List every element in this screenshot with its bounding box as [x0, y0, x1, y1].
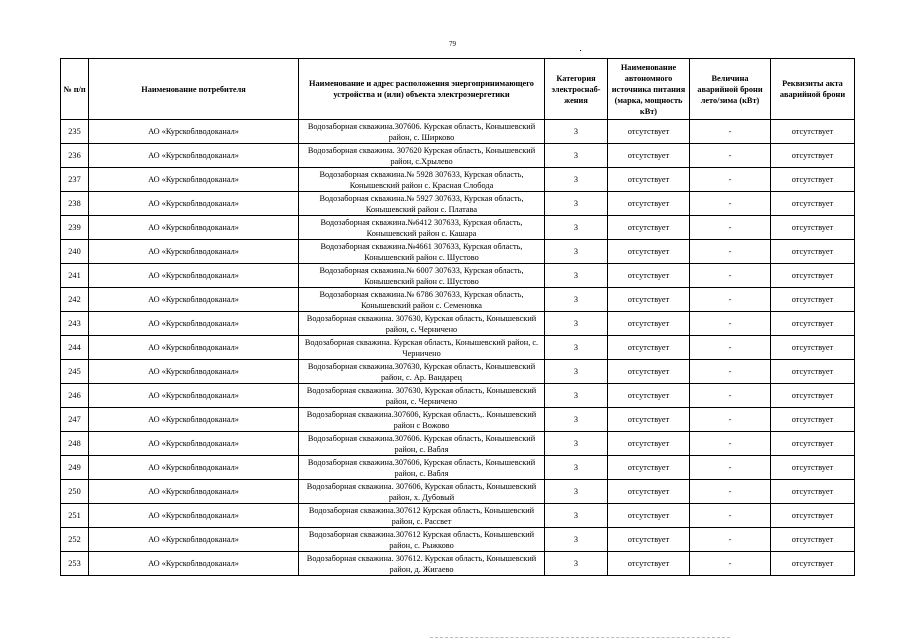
table-header-row	[61, 59, 855, 120]
cell-act: отсутствует	[771, 192, 855, 216]
cell-act: отсутствует	[771, 264, 855, 288]
cell-category: 3	[545, 288, 608, 312]
table-row	[61, 480, 855, 504]
cell-address: Водозаборная скважина.307606. Курская область, Конышевский район, с. Ширково	[299, 120, 545, 144]
cell-address: Водозаборная скважина.№ 5928 307633, Курская область, Конышевский район с. Красная Слобода	[299, 168, 545, 192]
cell-consumer: АО «Курскоблводоканал»	[89, 216, 299, 240]
cell-number: 246	[61, 384, 89, 408]
cell-consumer: АО «Курскоблводоканал»	[89, 552, 299, 576]
cell-category: 3	[545, 312, 608, 336]
cell-number: 241	[61, 264, 89, 288]
table-row	[61, 432, 855, 456]
cell-address: Водозаборная скважина. 307630, Курская область, Конышевский район, с. Черничено	[299, 384, 545, 408]
cell-act: отсутствует	[771, 456, 855, 480]
table-row	[61, 360, 855, 384]
cell-category: 3	[545, 192, 608, 216]
table-row	[61, 264, 855, 288]
cell-number: 253	[61, 552, 89, 576]
cell-category: 3	[545, 552, 608, 576]
cell-number: 248	[61, 432, 89, 456]
cell-category: 3	[545, 144, 608, 168]
cell-number: 247	[61, 408, 89, 432]
cell-address: Водозаборная скважина.307606. Курская область, Конышевский район, с. Вабля	[299, 432, 545, 456]
cell-act: отсутствует	[771, 408, 855, 432]
cell-reserve: -	[690, 168, 771, 192]
cell-category: 3	[545, 384, 608, 408]
scan-edge-line	[430, 637, 730, 638]
cell-category: 3	[545, 240, 608, 264]
cell-category: 3	[545, 408, 608, 432]
cell-category: 3	[545, 120, 608, 144]
cell-power-source: отсутствует	[608, 120, 690, 144]
cell-address: Водозаборная скважина. 307612. Курская область, Конышевский район, д. Жигаево	[299, 552, 545, 576]
cell-consumer: АО «Курскоблводоканал»	[89, 480, 299, 504]
cell-address: Водозаборная скважина.307612 Курская область, Конышевский район, с. Рыжково	[299, 528, 545, 552]
cell-reserve: -	[690, 480, 771, 504]
cell-consumer: АО «Курскоблводоканал»	[89, 504, 299, 528]
table-row	[61, 552, 855, 576]
cell-act: отсутствует	[771, 120, 855, 144]
cell-number: 237	[61, 168, 89, 192]
cell-address: Водозаборная скважина.307612 Курская область, Конышевский район, с. Рассвет	[299, 504, 545, 528]
cell-power-source: отсутствует	[608, 144, 690, 168]
cell-number: 242	[61, 288, 89, 312]
cell-consumer: АО «Курскоблводоканал»	[89, 120, 299, 144]
cell-power-source: отсутствует	[608, 432, 690, 456]
cell-reserve: -	[690, 192, 771, 216]
cell-power-source: отсутствует	[608, 360, 690, 384]
cell-consumer: АО «Курскоблводоканал»	[89, 264, 299, 288]
cell-act: отсутствует	[771, 312, 855, 336]
cell-reserve: -	[690, 216, 771, 240]
cell-address: Водозаборная скважина.№ 6786 307633, Курская область, Конышевский район с. Семеновка	[299, 288, 545, 312]
cell-number: 239	[61, 216, 89, 240]
table-row	[61, 288, 855, 312]
cell-act: отсутствует	[771, 216, 855, 240]
cell-reserve: -	[690, 288, 771, 312]
cell-act: отсутствует	[771, 528, 855, 552]
table-row	[61, 408, 855, 432]
table-row	[61, 528, 855, 552]
scan-speck	[580, 50, 581, 51]
cell-act: отсутствует	[771, 480, 855, 504]
cell-address: Водозаборная скважина.307606, Курская область, Конышевский район, с. Вабля	[299, 456, 545, 480]
cell-category: 3	[545, 168, 608, 192]
cell-category: 3	[545, 360, 608, 384]
cell-number: 238	[61, 192, 89, 216]
cell-number: 249	[61, 456, 89, 480]
cell-address: Водозаборная скважина.307630, Курская область, Конышевский район, с. Ар. Вандарец	[299, 360, 545, 384]
emergency-reserve-table	[60, 58, 855, 576]
cell-reserve: -	[690, 456, 771, 480]
cell-act: отсутствует	[771, 360, 855, 384]
cell-number: 243	[61, 312, 89, 336]
cell-power-source: отсутствует	[608, 216, 690, 240]
cell-address: Водозаборная скважина. Курская область, Конышевский район, с. Черничено	[299, 336, 545, 360]
table-row	[61, 216, 855, 240]
table-row	[61, 384, 855, 408]
cell-consumer: АО «Курскоблводоканал»	[89, 312, 299, 336]
cell-address: Водозаборная скважина.№6412 307633, Курская область, Конышевский район с. Кашара	[299, 216, 545, 240]
cell-power-source: отсутствует	[608, 264, 690, 288]
table-row	[61, 144, 855, 168]
header-category: Категория электроснаб-жения	[545, 59, 608, 120]
cell-consumer: АО «Курскоблводоканал»	[89, 456, 299, 480]
cell-number: 250	[61, 480, 89, 504]
cell-reserve: -	[690, 312, 771, 336]
cell-number: 245	[61, 360, 89, 384]
header-consumer: Наименование потребителя	[89, 59, 299, 120]
cell-reserve: -	[690, 528, 771, 552]
cell-address: Водозаборная скважина.№ 5927 307633, Курская область, Конышевский район с. Платава	[299, 192, 545, 216]
table-row	[61, 312, 855, 336]
cell-reserve: -	[690, 336, 771, 360]
cell-consumer: АО «Курскоблводоканал»	[89, 408, 299, 432]
table-row	[61, 336, 855, 360]
table-row	[61, 240, 855, 264]
cell-category: 3	[545, 216, 608, 240]
header-address: Наименование и адрес расположения энергопринимающего устройства и (или) объекта электроэнергетики	[299, 59, 545, 120]
cell-act: отсутствует	[771, 432, 855, 456]
table-row	[61, 120, 855, 144]
header-act: Реквизиты акта аварийной брони	[771, 59, 855, 120]
cell-power-source: отсутствует	[608, 240, 690, 264]
cell-power-source: отсутствует	[608, 504, 690, 528]
cell-address: Водозаборная скважина. 307630, Курская область, Конышевский район, с. Черничено	[299, 312, 545, 336]
cell-reserve: -	[690, 432, 771, 456]
cell-address: Водозаборная скважина. 307606, Курская область, Конышевский район, х. Дубовый	[299, 480, 545, 504]
cell-reserve: -	[690, 384, 771, 408]
cell-power-source: отсутствует	[608, 288, 690, 312]
cell-category: 3	[545, 264, 608, 288]
cell-consumer: АО «Курскоблводоканал»	[89, 360, 299, 384]
cell-reserve: -	[690, 120, 771, 144]
cell-reserve: -	[690, 360, 771, 384]
header-reserve: Величина аварийной брони лето/зима (кВт)	[690, 59, 771, 120]
cell-act: отсутствует	[771, 336, 855, 360]
cell-act: отсутствует	[771, 552, 855, 576]
cell-address: Водозаборная скважина. 307620 Курская область, Конышевский район, с.Хрылево	[299, 144, 545, 168]
table-body	[61, 120, 855, 576]
table-row	[61, 192, 855, 216]
cell-category: 3	[545, 336, 608, 360]
cell-consumer: АО «Курскоблводоканал»	[89, 240, 299, 264]
cell-category: 3	[545, 528, 608, 552]
cell-category: 3	[545, 504, 608, 528]
cell-reserve: -	[690, 552, 771, 576]
cell-power-source: отсутствует	[608, 384, 690, 408]
cell-power-source: отсутствует	[608, 168, 690, 192]
table-row	[61, 504, 855, 528]
cell-consumer: АО «Курскоблводоканал»	[89, 192, 299, 216]
cell-consumer: АО «Курскоблводоканал»	[89, 336, 299, 360]
cell-category: 3	[545, 432, 608, 456]
cell-consumer: АО «Курскоблводоканал»	[89, 384, 299, 408]
cell-power-source: отсутствует	[608, 552, 690, 576]
cell-address: Водозаборная скважина.№4661 307633, Курская область, Конышевский район с. Шустово	[299, 240, 545, 264]
cell-number: 235	[61, 120, 89, 144]
cell-consumer: АО «Курскоблводоканал»	[89, 288, 299, 312]
header-power-source: Наименование автономного источника питания (марка, мощность кВт)	[608, 59, 690, 120]
cell-number: 236	[61, 144, 89, 168]
cell-act: отсутствует	[771, 144, 855, 168]
cell-power-source: отсутствует	[608, 528, 690, 552]
cell-power-source: отсутствует	[608, 408, 690, 432]
header-number: № п/п	[61, 59, 89, 120]
page-number: 79	[449, 40, 456, 48]
cell-consumer: АО «Курскоблводоканал»	[89, 528, 299, 552]
table-row	[61, 168, 855, 192]
cell-act: отсутствует	[771, 288, 855, 312]
cell-act: отсутствует	[771, 384, 855, 408]
cell-act: отсутствует	[771, 168, 855, 192]
cell-reserve: -	[690, 144, 771, 168]
cell-power-source: отсутствует	[608, 336, 690, 360]
cell-reserve: -	[690, 504, 771, 528]
cell-power-source: отсутствует	[608, 192, 690, 216]
cell-power-source: отсутствует	[608, 480, 690, 504]
cell-number: 244	[61, 336, 89, 360]
cell-reserve: -	[690, 240, 771, 264]
cell-power-source: отсутствует	[608, 312, 690, 336]
cell-address: Водозаборная скважина.307606, Курская область,. Конышевский район с Вожово	[299, 408, 545, 432]
cell-reserve: -	[690, 264, 771, 288]
cell-act: отсутствует	[771, 504, 855, 528]
cell-category: 3	[545, 456, 608, 480]
cell-number: 240	[61, 240, 89, 264]
cell-category: 3	[545, 480, 608, 504]
cell-consumer: АО «Курскоблводоканал»	[89, 432, 299, 456]
cell-number: 252	[61, 528, 89, 552]
cell-act: отсутствует	[771, 240, 855, 264]
cell-number: 251	[61, 504, 89, 528]
cell-power-source: отсутствует	[608, 456, 690, 480]
cell-consumer: АО «Курскоблводоканал»	[89, 144, 299, 168]
table-row	[61, 456, 855, 480]
cell-reserve: -	[690, 408, 771, 432]
cell-address: Водозаборная скважина.№ 6007 307633, Курская область, Конышевский район с. Шустово	[299, 264, 545, 288]
cell-consumer: АО «Курскоблводоканал»	[89, 168, 299, 192]
